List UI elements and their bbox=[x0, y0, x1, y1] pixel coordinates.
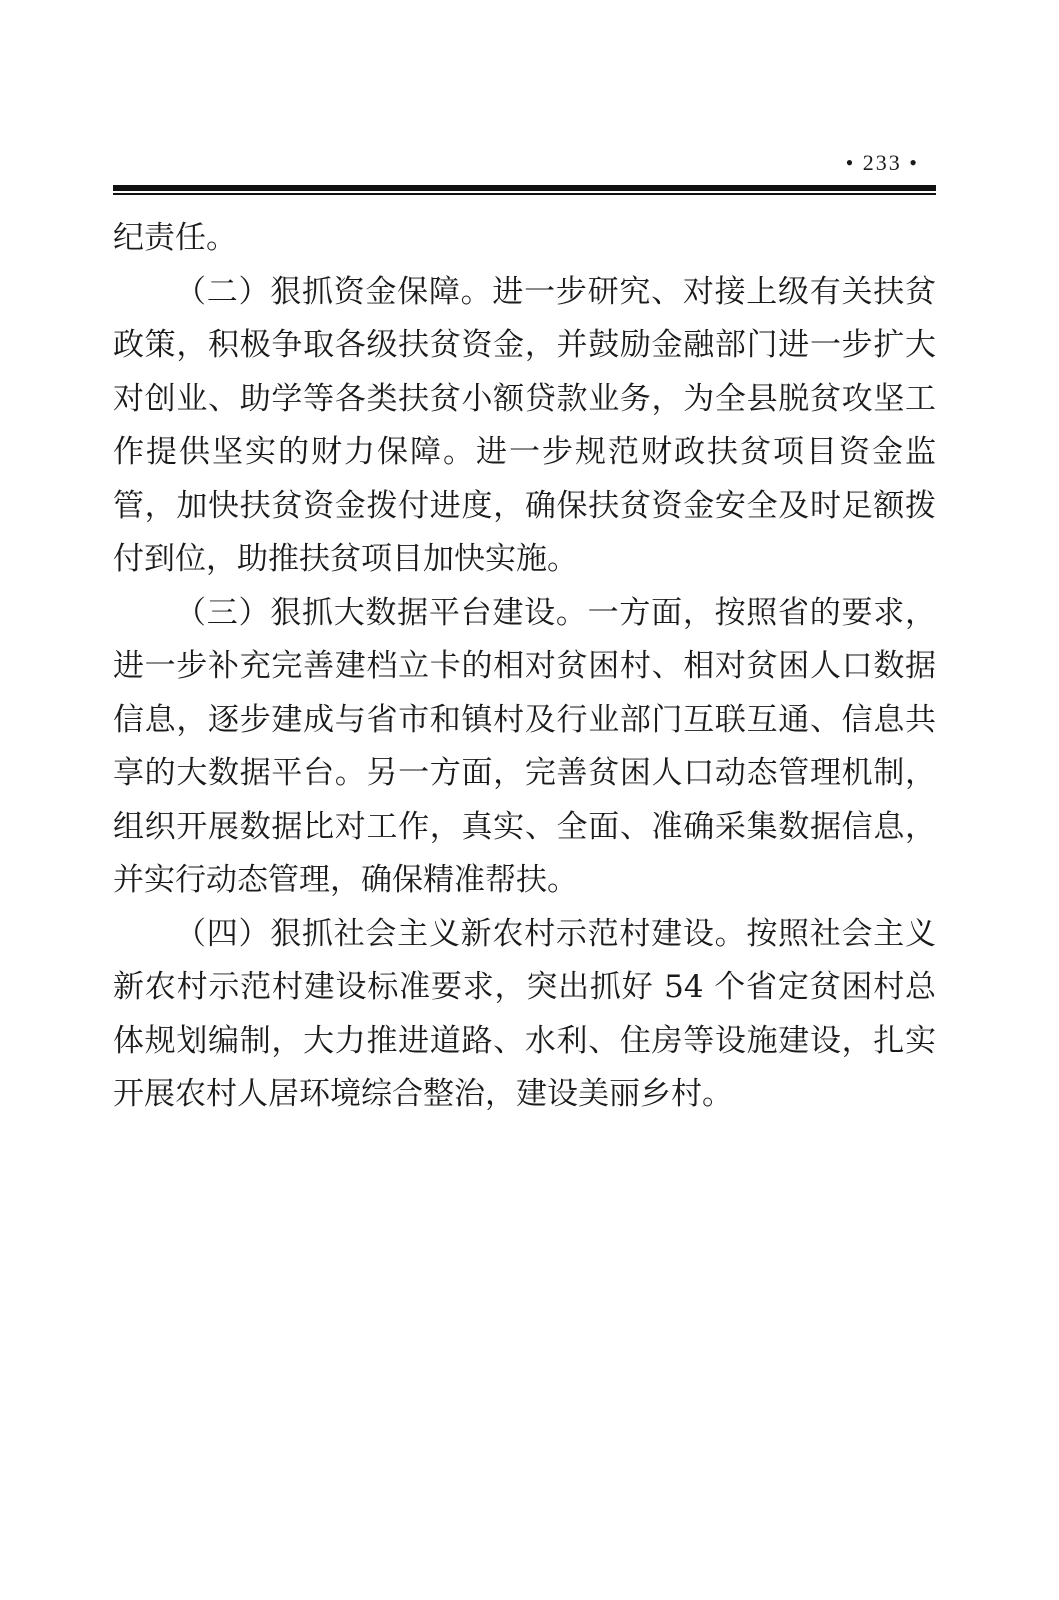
paragraph-text: 进一步研究、对接上级有关扶贫政策，积极争取各级扶贫资金，并鼓励金融部门进一步扩大对创业、助学等各类扶贫小额贷款业务，为全县脱贫攻坚工作提供坚实的财力保障。进一步规范财政扶贫项目资金监管，加快扶贫资金拨付进度，确保扶贫资金安全及时足额拨付到位，助推扶贫项目加快实施。 bbox=[113, 273, 936, 577]
paragraph-funding bbox=[113, 266, 936, 587]
paragraph-text: 按照社会主义新农村示范村建设标准要求，突出抓好 54 个省定贫困村总体规划编制，大力推进道路、水利、住房等设施建设，扎实开展农村人居环境综合整治，建设美丽乡村。 bbox=[113, 915, 937, 1112]
section-heading-model-village: （四）狠抓社会主义新农村示范村建设。 bbox=[175, 915, 747, 952]
paragraph-continuation bbox=[113, 212, 936, 266]
section-heading-funding: （二）狠抓资金保障。 bbox=[175, 273, 493, 310]
paragraph-model-village bbox=[113, 908, 936, 1122]
header-rule-thick bbox=[113, 185, 936, 191]
paragraph-text: 一方面，按照省的要求，进一步补充完善建档立卡的相对贫困村、相对贫困人口数据信息，逐步建成与省市和镇村及行业部门互联互通、信息共享的大数据平台。另一方面，完善贫困人口动态管理机制，组织开展数据比对工作，真实、全面、准确采集数据信息，并实行动态管理，确保精准帮扶。 bbox=[113, 594, 936, 898]
page-number: • 233 • bbox=[845, 150, 919, 175]
body-text bbox=[113, 212, 936, 1122]
section-heading-big-data: （三）狠抓大数据平台建设。 bbox=[175, 594, 588, 631]
paragraph-big-data bbox=[113, 587, 936, 908]
header-rule-thin bbox=[113, 193, 936, 195]
paragraph-text: 纪责任。 bbox=[113, 220, 237, 256]
